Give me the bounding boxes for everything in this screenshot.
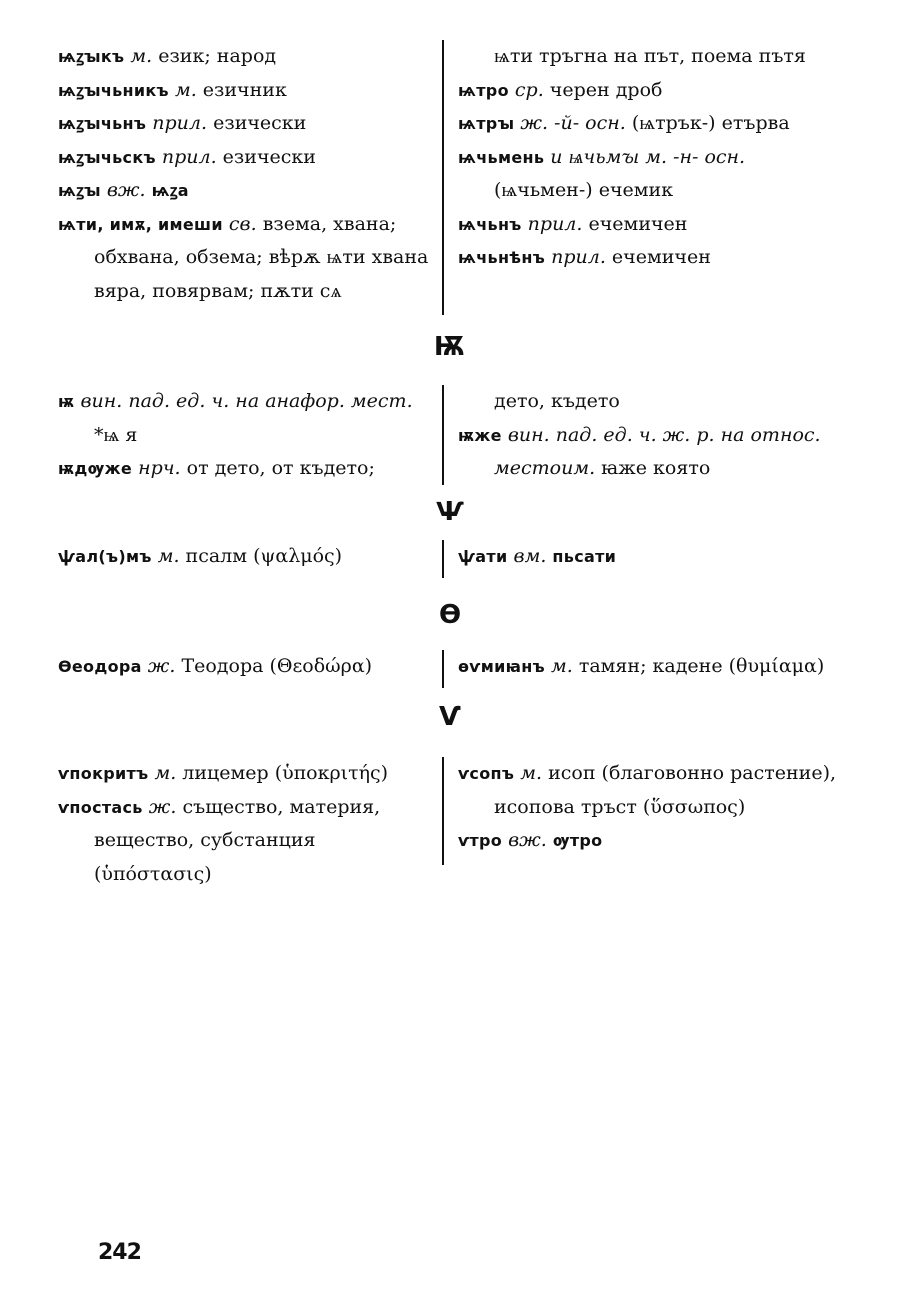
- headword: ѩчьнъ: [458, 214, 522, 234]
- entry: [58, 650, 436, 684]
- entry: [58, 540, 436, 574]
- grammar-label: прил.: [527, 212, 583, 235]
- grammar-label: прил.: [161, 145, 217, 168]
- headword: ѵпостась: [58, 797, 143, 817]
- definition: ѹтро: [552, 831, 603, 850]
- definition: езичник: [202, 78, 287, 101]
- definition: дето, където: [494, 390, 620, 412]
- headword: ѱати: [458, 547, 508, 566]
- entry: [58, 791, 436, 892]
- headword: ѩꙁꙑчьнъ: [58, 114, 147, 133]
- headword: ѵсопъ: [458, 764, 515, 783]
- section-yus: [58, 385, 838, 485]
- grammar-label: вм.: [513, 545, 547, 567]
- grammar-label: м.: [550, 655, 573, 677]
- entry: [458, 107, 838, 141]
- grammar-label: прил.: [152, 112, 208, 134]
- column-divider: [442, 757, 444, 865]
- definition: *ѩ я: [94, 423, 138, 446]
- grammar-label: прил.: [551, 246, 606, 268]
- entry: [58, 40, 436, 74]
- definition: Теодора (Θεοδώρα): [181, 655, 373, 677]
- headword: ѭже: [458, 425, 502, 445]
- entry: [458, 141, 838, 208]
- headword: ѵпокритъ: [58, 764, 149, 783]
- entry: [458, 74, 838, 108]
- entry: [58, 452, 436, 486]
- grammar-label: и ѩчьмꙑ м. -н- осн.: [550, 145, 746, 168]
- grammar-label: вин. пад. ед. ч. ж. р. на относ. местоим.: [494, 423, 821, 479]
- definition: пьсати: [552, 547, 617, 566]
- entry: [458, 824, 838, 858]
- entry: [58, 74, 436, 108]
- page-number: 242: [98, 1240, 141, 1265]
- headword: ѱал(ъ)мъ: [58, 547, 152, 566]
- column-divider: [442, 40, 444, 315]
- definition: ечемичен: [588, 212, 688, 235]
- entry: [58, 141, 436, 175]
- column-left: [58, 540, 436, 574]
- entry: [58, 208, 436, 309]
- entry: [458, 241, 838, 275]
- column-left: [58, 40, 436, 308]
- definition: исоп (благовонно растение), исопова тръст (ὕσσωπος): [494, 762, 837, 818]
- headword: ѩтрꙑ: [458, 114, 515, 133]
- grammar-label: ж. -й- осн.: [520, 112, 626, 134]
- definition: псалм (ψαλμός): [185, 545, 343, 567]
- definition: същество, материя, вещество, субстанция (ὑπόστασις): [94, 795, 381, 885]
- entry-continuation: [458, 40, 838, 74]
- section-ia: [58, 40, 838, 315]
- section-fita: [58, 650, 838, 690]
- entry: [458, 650, 838, 684]
- column-right: [458, 757, 838, 858]
- headword: Ѳеодора: [58, 657, 142, 676]
- headword: ѩтро: [458, 80, 509, 100]
- letter-heading: Ѳ: [438, 600, 462, 630]
- definition: лицемер (ὑποκριτής): [182, 762, 389, 784]
- headword: ѭ: [58, 392, 75, 411]
- headword: ѩти, имѫ, имеши: [58, 214, 223, 234]
- headword: ѩчьмень: [458, 147, 545, 167]
- entry: [458, 419, 838, 486]
- column-left: [58, 757, 436, 891]
- definition: (ѩтрък-) етърва: [631, 112, 790, 134]
- headword: ѳѵмиꙗнъ: [458, 657, 545, 676]
- grammar-label: ж.: [148, 795, 177, 818]
- column-right: [458, 650, 838, 684]
- entry: [58, 385, 436, 452]
- column-divider: [442, 385, 444, 485]
- entry: [458, 208, 838, 242]
- letter-heading: Ѱ: [436, 497, 464, 527]
- headword: ѩчьнѣнъ: [458, 248, 546, 267]
- headword: ѩꙁꙑкъ: [58, 47, 125, 66]
- entry: [458, 757, 838, 824]
- entry: [58, 107, 436, 141]
- column-left: [58, 650, 436, 684]
- entry: [58, 757, 436, 791]
- grammar-label: нрч.: [138, 457, 181, 479]
- headword: ѩꙁꙑ: [58, 181, 101, 200]
- grammar-label: м.: [130, 45, 153, 67]
- grammar-label: вин. пад. ед. ч. на анафор. мест.: [80, 390, 413, 412]
- grammar-label: м.: [520, 762, 543, 784]
- definition: език; народ: [158, 45, 277, 67]
- definition: ѩꙁа: [151, 181, 189, 200]
- headword: ѭдѹже: [58, 459, 133, 478]
- column-divider: [442, 650, 444, 688]
- definition: ѩти тръгна на път, поема пътя: [494, 45, 806, 67]
- column-divider: [442, 540, 444, 578]
- entry: [58, 174, 436, 208]
- section-psi: [58, 540, 838, 580]
- definition: ечемичен: [611, 246, 711, 268]
- headword: ѩꙁꙑчьникъ: [58, 80, 169, 100]
- column-right: [458, 40, 838, 275]
- section-izhitsa: [58, 757, 838, 885]
- entry: [458, 540, 838, 574]
- grammar-label: вж.: [106, 179, 146, 201]
- definition: (ѩчьмен-) ечемик: [494, 179, 674, 201]
- letter-heading: Ѭ: [433, 332, 467, 362]
- grammar-label: св.: [228, 212, 257, 235]
- definition: от дето, от където;: [186, 457, 375, 479]
- grammar-label: вж.: [508, 829, 547, 851]
- column-right: [458, 540, 838, 574]
- headword: ѩꙁꙑчьскъ: [58, 147, 156, 167]
- headword: ѵтро: [458, 831, 503, 850]
- letter-heading: Ѵ: [438, 702, 462, 732]
- definition: езически: [222, 145, 316, 168]
- grammar-label: м.: [157, 545, 180, 567]
- column-right: [458, 385, 838, 486]
- grammar-label: ж.: [147, 655, 176, 677]
- definition: ꙗже която: [601, 457, 711, 479]
- definition: взема, хвана; обхвана, обзема; вѣрѫ ѩти хвана вяра, повярвам; пѫти сѧ: [94, 212, 429, 302]
- definition: черен дроб: [549, 78, 663, 101]
- definition: тамян; кадене (θυμίαμα): [578, 655, 825, 677]
- grammar-label: ср.: [514, 78, 544, 101]
- grammar-label: м.: [154, 762, 177, 784]
- column-left: [58, 385, 436, 486]
- definition: езически: [213, 112, 307, 134]
- grammar-label: м.: [174, 78, 197, 101]
- entry-continuation: [458, 385, 838, 419]
